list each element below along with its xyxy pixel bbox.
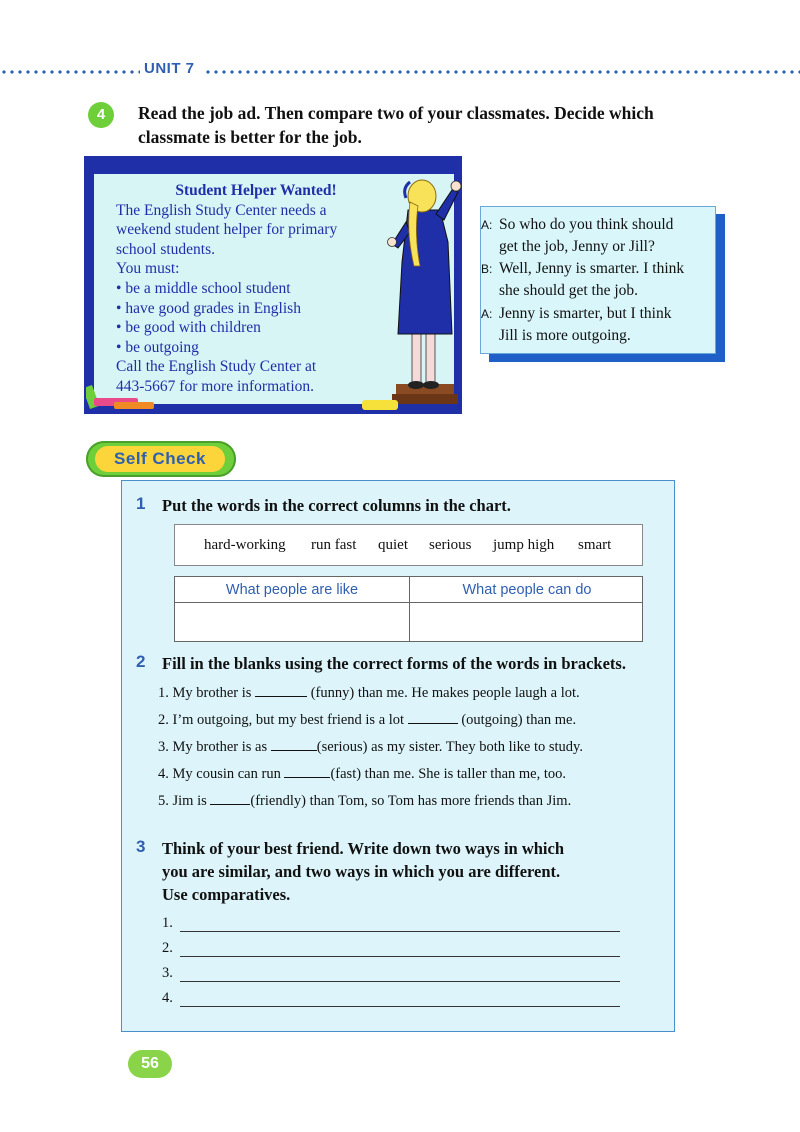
fill-in-item [158,738,583,756]
page-number: 56 [128,1050,172,1078]
fill-in-item [158,711,576,729]
fill-in-item [158,765,566,783]
dialog-text: So who do you think should [499,216,674,233]
dialog-line [499,280,638,302]
chart-answer-cell[interactable] [411,604,642,640]
job-ad-bullet: • be good with children [116,319,261,337]
speaker-label: B: [481,262,493,276]
item-text: as my sister. They both like to study. [371,739,583,755]
dialog-text: get the job, Jenny or Jill? [499,238,655,255]
bullet-text: be a middle school student [125,279,291,297]
self-check-label: Self Check [95,446,225,472]
word-bank-item: hard-working [204,537,286,553]
answer-number: 2. [162,940,173,956]
job-ad-line: 443-5667 for more information. [116,377,315,395]
answer-line[interactable] [180,981,620,982]
question-number: 1 [136,494,146,513]
item-number: 4. [158,766,169,782]
item-text: My brother is as [172,739,268,755]
job-ad-line: Call the English Study Center at [116,358,317,376]
answer-number: 4. [162,990,173,1006]
answer-blank[interactable] [255,684,307,697]
chart-column-header: What people can do [462,582,592,598]
chalk-illustration [360,398,410,414]
job-ad-text [116,181,386,397]
job-ad-bullet: • be outgoing [116,338,199,356]
dialog-line [481,214,673,236]
item-word: (friendly) [250,793,306,809]
item-number: 1. [158,685,169,701]
answer-blank[interactable] [284,765,330,778]
dialog-line [481,303,671,325]
question-number: 3 [136,837,146,856]
dialog-text: Jill is more outgoing. [499,327,631,344]
dialog-text: Well, Jenny is smarter. I think [499,260,685,277]
word-bank [174,524,643,566]
chart-answer-cell[interactable] [176,604,407,640]
dialog-text: she should get the job. [499,282,639,299]
sorting-chart [174,576,643,642]
job-ad-line: You must: [116,260,180,278]
dialog-line [481,258,684,280]
instruction-line: Read the job ad. Then compare two of your classmates. Decide which [138,103,654,123]
question-line: you are similar, and two ways in which you are different. [162,862,561,881]
word-bank-item: run fast [311,537,357,553]
item-word: (funny) [310,685,355,701]
job-ad-line: The English Study Center needs a [116,201,327,219]
dialog-line [499,236,655,258]
item-text: I’m outgoing, but my best friend is a lot [172,712,405,728]
job-ad-line: school students. [116,240,216,258]
item-text: than me. [526,712,577,728]
instruction-line: classmate is better for the job. [138,127,362,147]
question-line: Think of your best friend. Write down two ways in which [162,839,565,858]
answer-number: 1. [162,915,173,931]
answer-line[interactable] [180,956,620,957]
dialog-box [480,206,716,354]
question-text [162,837,564,906]
speaker-label: A: [481,218,493,232]
dialog-line [499,325,631,347]
item-text: My brother is [172,685,252,701]
chart-column-header: What people are like [225,582,359,598]
answer-blank[interactable] [408,711,458,724]
chart-divider [409,577,410,641]
job-ad-bullet: • have good grades in English [116,299,301,317]
item-text: Jim is [172,793,207,809]
exercise-number-badge: 4 [88,102,114,128]
answer-blank[interactable] [271,738,317,751]
job-ad-line: weekend student helper for primary [116,221,338,239]
job-ad-title: Student Helper Wanted! [175,182,337,199]
fill-in-item [158,792,571,810]
word-bank-item: serious [429,537,472,553]
header-dots-left [0,70,140,74]
item-word: (outgoing) [461,712,523,728]
bullet-text: be good with children [125,319,261,337]
item-word: (fast) [330,766,362,782]
item-number: 3. [158,739,169,755]
question-line: Use comparatives. [162,885,291,904]
question-number: 2 [136,652,146,671]
question-text: Fill in the blanks using the correct forms of the words in brackets. [162,654,626,673]
exercise-instruction [138,101,698,149]
header-dots-right [204,70,800,74]
word-bank-item: jump high [493,537,555,553]
unit-label: UNIT 7 [144,60,195,77]
item-text: than Tom, so Tom has more friends than Jim. [309,793,572,809]
speaker-label: A: [481,307,493,321]
word-bank-item: smart [578,537,612,553]
item-word: (serious) [316,739,368,755]
item-number: 5. [158,793,169,809]
answer-number: 3. [162,965,173,981]
item-text: than me. He makes people laugh a lot. [357,685,580,701]
answer-line[interactable] [180,931,620,932]
bullet-text: be outgoing [125,338,199,356]
dialog-text: Jenny is smarter, but I think [499,305,672,322]
item-text: than me. She is taller than me, too. [364,766,567,782]
answer-line[interactable] [180,1006,620,1007]
fill-in-item [158,684,580,702]
answer-blank[interactable] [210,792,250,805]
item-number: 2. [158,712,169,728]
word-bank-item: quiet [378,537,408,553]
item-text: My cousin can run [172,766,281,782]
job-ad-bullet: • be a middle school student [116,279,291,297]
question-text: Put the words in the correct columns in the chart. [162,496,511,515]
bullet-text: have good grades in English [125,299,301,317]
